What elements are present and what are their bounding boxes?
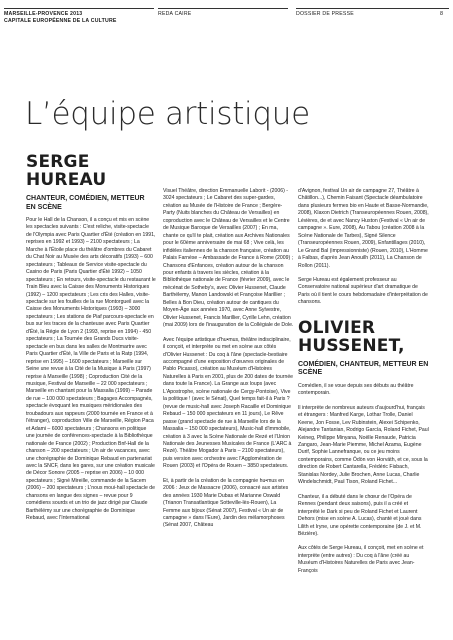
- serge-hureau-bio-part-1: Pour le Hall de la Chanson, il a conçu et mis en scène les spectacles suivants : C'est reliche, visite-spectacle de l'Olympia avec Paris Quartier d'Été (création en 1991, reprises en 1992 et 1993) – 2100 spectateurs ; La Marche à l'Étoile place du théâtre d'ombres du Cabaret du Chat Noir au Musée des arts décoratifs (1993) – 600 spectateurs ; Tableaux de Service visite-spectacle du Casino de Paris (Paris Quartier d'Été 1992) – 1050 spectateurs ; En retours, visite-spectacle du restaurant le Train Bleu avec la Caisse des Monuments Historiques (1992) – 1200 spectateurs ; Les cris des Halles, visite-spectacle sur les fouilles de la rue Montorgueil avec la Caisse des Monuments Historiques (1993) – 3000 spectateurs ; Les stations de Piaf parcours-spectacle en bus sur les traces de la chanteuse avec Paris Quartier d'Été, la Régie de Lyon 2 (1993, reprise en 1994) - 450 spectateurs ; La Tournée des Grands Ducs visite-spectacle en bus dans les salles de Montmartre avec Paris Quartier d'Été, la Ville de Paris et la Ratp (1994, reprise en 1995) – 1600 spectateurs ; Marseille sur Seine une revue à la Cité de la Musique à Paris (1997) reprise à Marseille (1998) ; Coproduction Cité de la musique, Festival de Marseille – 22 000 spectateurs ; Marseille en chantant pour la Massalia (1999) – Parade de rue – 100 000 spectateurs ; Bagages Accompagnés, spectacle évoquant les musiques méridionales des troubadours aux rappeurs (2000 tournée en France et à l'étranger), coproduction Ville de Marseille, Région Paca et Adami – 6000 spectateurs ; Chansons en politique une journée de conférences-spectacle à la Bibliothèque nationale de France (2002) ; Production Bnf-Hall de la chanson – 200 spectateurs ; Un air de vacances, avec une chorégraphie de Dominique Rebaud en partenariat avec la SNCF, dans les gares, sur une création musicale de Décor Sonore (2005 – reprise en 2006) – 10 000 spectateurs ; Signé Mireille, commande de la Sacem (2006) – 200 spectateurs ; L'nous moui-hall spectacle de chansons en langue des signes – revue pour 9 comédiens sourds et un trio de jazz dirigé par Claude Barthélémy sur une chorégraphie de Dominique Rebaud, avec l'International: [26, 217, 156, 522]
- column-1: [26, 153, 156, 523]
- serge-hureau-bio-part-6: Serge Hureau est également professeur au Conservatoire national supérieur d'art dramatique de Paris où il tient le cours hebdomadaire d'interprétation de chansons.: [298, 276, 428, 306]
- serge-hureau-bio-part-2: Visuel Théâtre, direction Emmanuelle Laborit - (2006) - 3024 spectateurs ; Le Cabaret des super-gardes, création au Musée de l'Histoire de France ; Bergère-Party (Nuits blanches du Château de Versailles) en coproduction avec le Château de Versailles et le Centre de Musique Baroque de Versailles (2007) ; En ma, chante ce qu'il te plait, création aux Archives Nationales pour le 60ème anniversaire de mai 68 ; Vive celà, les infidèles italiennes de la chanson française, création au Palais Farnèse – Ambassade de France à Rome (2009) ; Chansons d'Enfances, création autour de la chanson pour enfants à travers les siècles, création à la Bibliothèque nationale de France (février 2009), avec le mécénat de Sotheby's, avec Olivier Hussenet, Claude Barthélemy, Manon Landowski et Françoise Marillier ; Belles à Bon Dieu, création autour de cantiques du Moyen-Âge aux années 1970, avec Anne Sylvestre, Olivier Hussenet, Francis Marillier, Cyrille Lehn, création (mai 2009) lors de l'inauguration de la Collégiale de Dole.: [163, 188, 294, 329]
- olivier-hussenet-role: COMÉDIEN, CHANTEUR, METTEUR EN SCÈNE: [298, 360, 429, 377]
- header-artist-name: REDA CAIRE: [158, 11, 192, 17]
- olivier-hussenet-bio-part-2: Il interprète de nombreux auteurs d'aujourd'hui, français et étrangers : Manfred Karge, Lothar Trolle, Daniel Keene, Jon Fosse, Lev Rubinstein, Alexei Schipenko, Alejandre Tantanian, Rodrigo García, Roland Fichet, Paul Keineg, Philippe Minyana, Noëlle Renaude, Patricia Zangaro, Jean-Marie Piemme, Michel Azama, Eugène Durif, Sophie Lannefranque, ou ce jeu moins contemporains, comme Ödön von Horváth, et ce, sous la direction de Robert Cantarella, Frédéric Fisbach, Stanislas Nordey, Julie Brochen, Anne Lucas, Charlie Windelschmidt, Paul Tison, Roland Fichet...: [298, 404, 429, 486]
- page-title: L’équipe artistique: [25, 96, 310, 132]
- header-project-line1: MARSEILLE-PROVENCE 2013: [4, 11, 83, 17]
- olivier-hussenet-bio-part-4: Aux côtés de Serge Hureau, il conçoit, met en scène et interprète (entre autres) : Du coq à l'âne (créé au Muséum d'Histoires Naturelles de Paris avec Jean-François: [298, 545, 424, 574]
- column-2: [163, 188, 294, 530]
- column-3: [298, 188, 429, 575]
- header-project: [4, 11, 154, 24]
- serge-hureau-heading: SERGE HUREAU: [26, 152, 107, 190]
- serge-hureau-bio-part-3: Avec l'équipe artistique d'hu•mus, théâtre indisciplinaire, il conçoit, et interprète ou met en scène aux côtés d'Olivier Hussenet : Du coq à l'âne (spectacle-bestiaire accompagné d'une exposition d'œuvres originales de Pablo Picasso), création au Muséum d'Histoires Naturelles à Paris en 2001, plus de 200 dates de tournée dans toute la France). La Grange aux loups (avec L'Apostrophe, scène nationale de Cergy-Pontoise), Vive la politique ! (avec le Sénat), Quel temps fait-il à Paris ? (revue de music-hall avec Joseph Racaille et Dominique Rebaud – 150 000 spectateurs en 11 jours), Le Rêve passe (grand spectacle de rue à Marseille lors de la Massalia – 150 000 spectateurs), Music-hall d'immobile, création à 3 avec la Scène Nationale de Rezé et l'Union Nationale des Jeunesses Musicales de France (L'ARC à Rezé). Théâtre Mogador à Paris – 2100 spectateurs), puis version avec orchestre avec l'Agglomération de Rouen (2003) et l'Opéra de Rouen – 3850 spectateurs.: [163, 336, 294, 470]
- page-header: [0, 0, 453, 32]
- serge-hureau-role: CHANTEUR, COMÉDIEN, METTEUR EN SCÈNE: [26, 195, 145, 211]
- serge-hureau-bio-part-5: d'Avignon, festival Un air de campagne 27, Théâtre à Châtillon...), Chemin Faisant (Spectacle déambulatoire dans plusieurs fermes bio en Haute et Basse-Normandie, 2008), Klaxon Dietrich (Transeuropéennes Rouen, 2008), Lévières, de et avec Nancy Huston (Festival « Un air de campagne ». Eure, 2008), Au Tabou (création 2008 à la Scène Nationale de Tarbes), Signé Silence (Transeuropéennes Rouen, 2009), Enfantillages (2010), Le Grand Bal (impressionniste) (Rouen, 2010), L'Homme à Falbas, d'après Jean Anouilh (2011), La Chanson de Rollon (2011).: [298, 188, 429, 269]
- header-doc-type: [296, 11, 416, 18]
- olivier-hussenet-heading: OLIVIER HUSSENET,: [298, 317, 405, 356]
- header-rule: [4, 8, 154, 9]
- page-number: 8: [440, 11, 443, 17]
- header-artist: [158, 11, 288, 18]
- olivier-hussenet-bio-part-3: Chanteur, il a débuté dans le chœur de l'Opéra de Rennes (pendant deux saisons), puis il a créé et interprété le Dark si peu de Roland Fichet et Laurent Dehors (mise en scène A. Lucas), chanté et joué dans Lilith et Iryne, une opérette contemporaine (de J. et M. Bézière).: [298, 493, 422, 537]
- header-rule: [296, 8, 449, 9]
- header-doc-type-label: DOSSIER DE PRESSE: [296, 11, 354, 17]
- serge-hureau-bio-part-4: Et, à partir de la création de la compagnie hu•mus en 2006 : Jeux de Massacre (2006), consacré aux artistes des années 1930 Marie Dubas et Marianne Oswald (Trianon Transatlantique Sotteville-lès-Rouen), La Femme aux bijoux (Sénat 2007), Festival « Un air de campagne » dans l'Eure), Jardin des mélamorphoses (Sénat 2007, Château: [163, 477, 289, 529]
- olivier-hussenet-bio-part-1: Comédien, il se voue depuis ses débuts au théâtre contemporain.: [298, 382, 414, 397]
- header-project-line2: CAPITALE EUROPÉENNE DE LA CULTURE: [4, 17, 117, 24]
- header-rule: [158, 8, 288, 9]
